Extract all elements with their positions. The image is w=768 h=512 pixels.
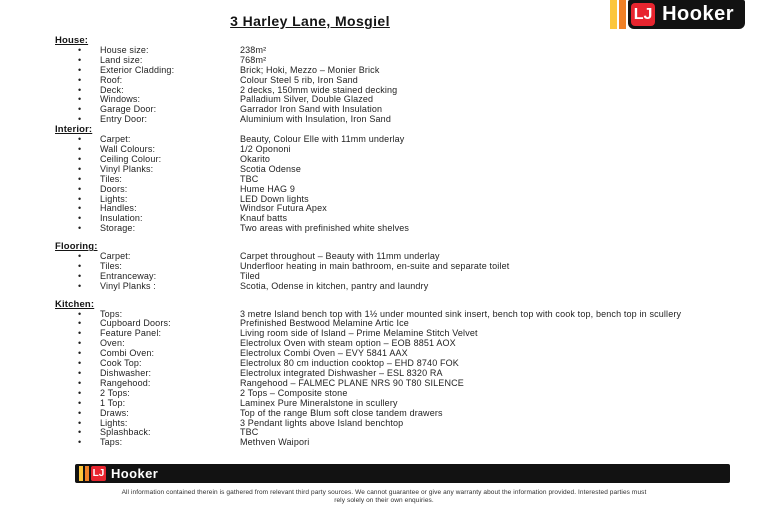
logo-hooker-text: Hooker [111, 466, 159, 481]
spec-row [55, 115, 720, 125]
bullet-icon: • [78, 134, 82, 145]
spec-row [55, 419, 720, 429]
spec-value: 1/2 Opononi [240, 143, 291, 154]
spec-label: Doors: [100, 183, 128, 194]
bullet-icon: • [78, 348, 82, 359]
spec-label: House size: [100, 44, 149, 55]
spec-row [55, 155, 720, 165]
spec-value: Electrolux Combi Oven – EVY 5841 AAX [240, 348, 408, 359]
section-heading: Interior: [55, 124, 93, 136]
bullet-icon: • [78, 143, 82, 154]
spec-row [55, 185, 720, 195]
bullet-icon: • [78, 74, 82, 85]
spec-value: Living room side of Island – Prime Melamine Stitch Velvet [240, 328, 478, 339]
spec-value: Electrolux Oven with steam option – EOB 8851 AOX [240, 338, 456, 349]
spec-row [55, 282, 720, 292]
spec-label: Land size: [100, 54, 143, 65]
spec-label: Dishwasher: [100, 368, 152, 378]
spec-value: Knauf batts [240, 213, 288, 224]
spec-value: Rangehood – FALMEC PLANE NRS 90 T80 SILENCE [240, 377, 464, 388]
spec-value: 3 metre Island bench top with 1½ under mounted sink insert, bench top with cook top, bench top in scullery [240, 308, 682, 319]
bullet-icon: • [78, 368, 82, 378]
spec-row [55, 379, 720, 389]
spec-value: 768m² [240, 54, 267, 65]
spec-label: Tiles: [100, 173, 123, 184]
spec-label: Handles: [100, 203, 137, 214]
spec-label: Carpet: [100, 251, 131, 262]
bullet-icon: • [78, 358, 82, 369]
bullet-icon: • [78, 163, 82, 174]
spec-row [55, 66, 720, 76]
spec-label: Rangehood: [100, 377, 151, 388]
spec-label: Storage: [100, 223, 136, 234]
spec-value: Windsor Futura Apex [240, 203, 327, 214]
logo-black-plate [628, 0, 745, 29]
spec-label: Combi Oven: [100, 348, 155, 359]
spec-value: 3 Pendant lights above Island benchtop [240, 417, 404, 428]
footer-disclaimer [8, 489, 760, 504]
spec-value: Underfloor heating in main bathroom, en-suite and separate toilet [240, 260, 510, 271]
bullet-icon: • [78, 280, 82, 291]
logo-hooker-text: Hooker [662, 3, 734, 25]
bullet-icon: • [78, 338, 82, 349]
spec-label: Exterior Cladding: [100, 64, 175, 75]
spec-value: Prefinished Bestwood Melamine Artic Ice [240, 318, 409, 329]
spec-value: Scotia, Odense in kitchen, pantry and laundry [240, 280, 429, 291]
spec-label: Insulation: [100, 213, 143, 224]
spec-value: Beauty, Colour Elle with 11mm underlay [240, 134, 405, 145]
spec-value: Laminex Pure Mineralstone in scullery [240, 397, 398, 408]
page-title: 3 Harley Lane, Mosgiel [230, 13, 390, 29]
bullet-icon: • [78, 260, 82, 271]
section [55, 300, 720, 449]
spec-value: Okarito [240, 153, 271, 164]
section [55, 36, 720, 125]
spec-value: Colour Steel 5 rib, Iron Sand [240, 74, 358, 85]
spec-label: Splashback: [100, 427, 151, 438]
spec-label: Roof: [100, 74, 123, 85]
spec-value: Electrolux 80 cm induction cooktop – EHD 8740 FOK [240, 358, 459, 369]
bullet-icon: • [78, 193, 82, 204]
bullet-icon: • [78, 407, 82, 418]
spec-value: 2 decks, 150mm wide stained decking [240, 84, 398, 95]
spec-label: Cupboard Doors: [100, 318, 171, 329]
bullet-icon: • [78, 54, 82, 65]
spec-row [55, 438, 720, 448]
spec-row [55, 46, 720, 56]
bullet-icon: • [78, 114, 82, 125]
section-heading: Flooring: [55, 241, 98, 253]
property-spec-list [55, 36, 720, 448]
spec-value: Palladium Silver, Double Glazed [240, 94, 374, 105]
spec-label: Taps: [100, 437, 123, 448]
spec-label: Oven: [100, 338, 125, 349]
spec-label: Wall Colours: [100, 143, 156, 154]
footer-bar [75, 464, 730, 483]
bullet-icon: • [78, 308, 82, 319]
bullet-icon: • [78, 387, 82, 398]
bullet-icon: • [78, 318, 82, 329]
logo-black-plate [90, 466, 158, 481]
bullet-icon: • [78, 417, 82, 428]
spec-value: TBC [240, 173, 259, 184]
disclaimer-line-2: rely solely on their own enquiries. [334, 496, 434, 504]
ljhooker-footer-logo [79, 466, 158, 481]
bullet-icon: • [78, 203, 82, 214]
bullet-icon: • [78, 64, 82, 75]
spec-label: Entranceway: [100, 270, 157, 281]
spec-value: Carpet throughout – Beauty with 11mm underlay [240, 251, 440, 262]
spec-label: Feature Panel: [100, 328, 162, 339]
spec-value: Brick; Hoki, Mezzo – Monier Brick [240, 64, 380, 75]
spec-value: Hume HAG 9 [240, 183, 296, 194]
spec-value: Electrolux integrated Dishwasher – ESL 8320 RA [240, 368, 443, 378]
bullet-icon: • [78, 270, 82, 281]
section [55, 242, 720, 292]
bullet-icon: • [78, 44, 82, 55]
bullet-icon: • [78, 223, 82, 234]
lj-red-box-icon: LJ [92, 468, 105, 479]
spec-row [55, 428, 720, 438]
spec-row [55, 86, 720, 96]
logo-yellow-stripe-icon [79, 466, 83, 481]
spec-label: 2 Tops: [100, 387, 130, 398]
disclaimer-line-1: All information contained therein is gathered from relevant third party sources. We cannot guarantee or give any warranty about the information provided. Interested parties must [121, 489, 647, 496]
bullet-icon: • [78, 377, 82, 388]
section [55, 125, 720, 234]
spec-row [55, 175, 720, 185]
lj-red-box-icon: LJ [631, 3, 655, 26]
spec-row [55, 224, 720, 234]
spec-row [55, 204, 720, 214]
spec-value: Two areas with prefinished white shelves [240, 223, 410, 234]
bullet-icon: • [78, 427, 82, 438]
spec-row [55, 165, 720, 175]
bullet-icon: • [78, 104, 82, 115]
logo-orange-stripe-icon [85, 466, 89, 481]
bullet-icon: • [78, 153, 82, 164]
spec-value: 2 Tops – Composite stone [240, 387, 348, 398]
spec-value: LED Down lights [240, 193, 309, 204]
spec-value: Scotia Odense [240, 163, 301, 174]
spec-label: Lights: [100, 417, 128, 428]
spec-label: Tops: [100, 308, 123, 319]
spec-label: Entry Door: [100, 114, 148, 125]
spec-label: Garage Door: [100, 104, 157, 115]
bullet-icon: • [78, 397, 82, 408]
spec-label: Tiles: [100, 260, 123, 271]
spec-label: Vinyl Planks: [100, 163, 154, 174]
section-heading: Kitchen: [55, 298, 95, 310]
bullet-icon: • [78, 213, 82, 224]
section-heading: House: [55, 35, 89, 46]
spec-label: Carpet: [100, 134, 131, 145]
spec-value: 238m² [240, 44, 267, 55]
logo-yellow-stripe-icon [610, 0, 617, 29]
bullet-icon: • [78, 437, 82, 448]
spec-value: TBC [240, 427, 259, 438]
ljhooker-logo [610, 0, 745, 29]
spec-label: Deck: [100, 84, 124, 95]
spec-label: 1 Top: [100, 397, 126, 408]
spec-label: Vinyl Planks : [100, 280, 156, 291]
bullet-icon: • [78, 183, 82, 194]
spec-label: Cook Top: [100, 358, 142, 369]
spec-label: Windows: [100, 94, 141, 105]
spec-row [55, 195, 720, 205]
bullet-icon: • [78, 251, 82, 262]
bullet-icon: • [78, 94, 82, 105]
spec-label: Lights: [100, 193, 128, 204]
spec-value: Garrador Iron Sand with Insulation [240, 104, 383, 115]
spec-value: Top of the range Blum soft close tandem drawers [240, 407, 443, 418]
spec-value: Methven Waipori [240, 437, 310, 448]
spec-value: Tiled [240, 270, 260, 281]
bullet-icon: • [78, 84, 82, 95]
bullet-icon: • [78, 173, 82, 184]
spec-label: Draws: [100, 407, 129, 418]
spec-value: Aluminium with Insulation, Iron Sand [240, 114, 391, 125]
logo-orange-stripe-icon [619, 0, 626, 29]
bullet-icon: • [78, 328, 82, 339]
spec-label: Ceiling Colour: [100, 153, 162, 164]
